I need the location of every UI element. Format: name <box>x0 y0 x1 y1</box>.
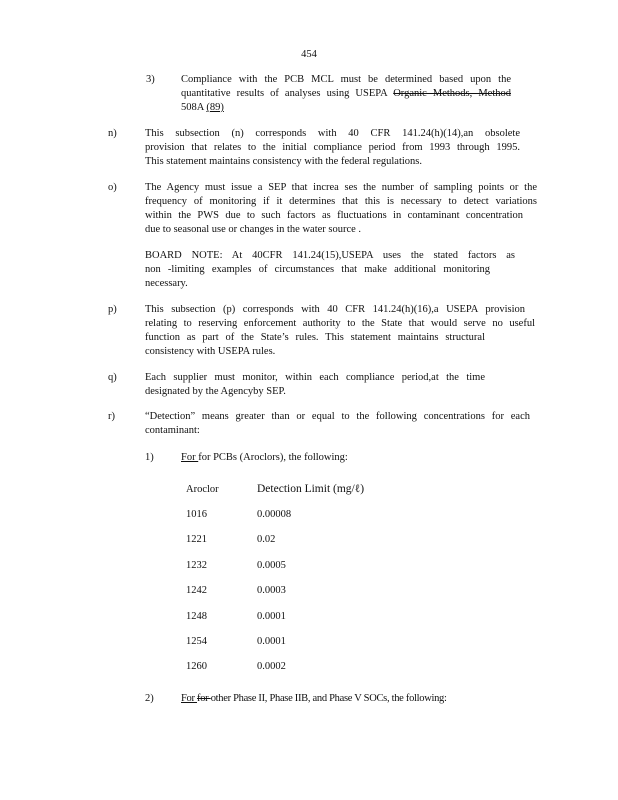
table-cell-aroclor: 1016 <box>186 509 207 520</box>
table-cell-aroclor: 1232 <box>186 560 207 571</box>
table-cell-limit: 0.0005 <box>257 560 286 571</box>
item-p-text <box>145 303 535 359</box>
item-o-line-3: within the PWS due to such factors as fluctuations in contaminant concentration <box>145 210 523 221</box>
table-row <box>0 533 618 547</box>
board-note-line-3: necessary. <box>145 278 188 289</box>
table-cell-limit: 0.0001 <box>257 636 286 647</box>
item-r-line-2: contaminant: <box>145 425 200 436</box>
table-row <box>0 610 618 624</box>
item-n-line-3: This statement maintains consistency with the federal regulations. <box>145 156 423 167</box>
item-3-text <box>181 73 511 115</box>
item-p-line-2: relating to reserving enforcement authority to the State that would serve no useful <box>145 318 535 329</box>
item-p-line-4: consistency with USEPA rules. <box>145 346 276 357</box>
table-cell-limit: 0.0001 <box>257 611 286 622</box>
table-cell-aroclor: 1248 <box>186 611 207 622</box>
item-n-marker: n) <box>108 128 117 139</box>
table-cell-aroclor: 1260 <box>186 661 207 672</box>
item-n-line-2: provision that relates to the initial compliance period from 1993 through 1995. <box>145 142 520 153</box>
sub-1-marker: 1) <box>145 452 154 463</box>
table-cell-limit: 0.02 <box>257 534 276 545</box>
sub-1-text <box>181 451 381 465</box>
item-3-line-2-text: quantitative results of analyses using USEPA <box>181 88 394 99</box>
item-n-text <box>145 127 520 169</box>
item-3-struck-text: Organic Methods, Method <box>393 88 511 99</box>
sub-2-struck-text: for <box>197 693 211 704</box>
item-3-method: 508A <box>181 102 207 113</box>
sub-2-text <box>181 692 481 706</box>
table-cell-aroclor: 1242 <box>186 585 207 596</box>
item-q-line-2: designated by the Agencyby SEP. <box>145 386 286 397</box>
table-cell-limit: 0.00008 <box>257 509 292 520</box>
board-note <box>145 249 515 291</box>
table-row <box>0 508 618 522</box>
sub-2-marker: 2) <box>145 693 154 704</box>
table-header <box>0 482 618 498</box>
item-o-text <box>145 181 537 237</box>
item-3-line-3 <box>181 101 511 115</box>
item-o-marker: o) <box>108 182 117 193</box>
table-header-detection-limit: Detection Limit (mg/ℓ) <box>257 483 365 495</box>
item-q-marker: q) <box>108 372 117 383</box>
table-row <box>0 584 618 598</box>
table-header-aroclor: Aroclor <box>186 484 219 495</box>
item-o-line-1: The Agency must issue a SEP that increa ses the number of sampling points or the <box>145 182 537 193</box>
sub-1-rest: for PCBs (Aroclors), the following: <box>198 452 348 463</box>
item-q-text <box>145 371 485 399</box>
table-row <box>0 635 618 649</box>
item-n-line-1: This subsection (n) corresponds with 40 CFR 141.24(h)(14),an obsolete <box>145 128 520 139</box>
item-p-line-1: This subsection (p) corresponds with 40 CFR 141.24(h)(16),a USEPA provision <box>145 304 525 315</box>
board-note-line-1: BOARD NOTE: At 40CFR 141.24(15),USEPA uses the stated factors as <box>145 250 515 261</box>
item-3-line-1: Compliance with the PCB MCL must be determined based upon the <box>181 74 511 85</box>
item-r-line-1: “Detection” means greater than or equal to the following concentrations for each <box>145 411 530 422</box>
sub-1-inserted-text: For <box>181 452 199 463</box>
sub-2-line <box>181 692 481 706</box>
item-o-line-2: frequency of monitoring if it determines that this is necessary to detect variations <box>145 196 537 207</box>
table-row <box>0 660 618 674</box>
item-p-marker: p) <box>108 304 117 315</box>
item-r-marker: r) <box>108 411 115 422</box>
sub-2-inserted-text: For <box>181 693 198 704</box>
item-p-line-3: function as part of the State’s rules. This statement maintains structural <box>145 332 485 343</box>
page-number: 454 <box>301 49 317 60</box>
board-note-line-2: non -limiting examples of circumstances that make additional monitoring <box>145 264 490 275</box>
table-cell-limit: 0.0002 <box>257 661 286 672</box>
item-o-line-4: due to seasonal use or changes in the water source . <box>145 224 362 235</box>
item-q-line-1: Each supplier must monitor, within each compliance period,at the time <box>145 372 485 383</box>
item-3-inserted-text: (89) <box>206 102 224 113</box>
item-r-text <box>145 410 530 438</box>
table-cell-aroclor: 1221 <box>186 534 207 545</box>
sub-2-rest: other Phase II, Phase IIB, and Phase V SOCs, the following: <box>210 693 447 704</box>
item-3-marker: 3) <box>146 74 155 85</box>
sub-1-line <box>181 451 363 465</box>
item-3-line-2 <box>181 87 511 101</box>
table-cell-aroclor: 1254 <box>186 636 207 647</box>
table-row <box>0 559 618 573</box>
table-cell-limit: 0.0003 <box>257 585 286 596</box>
